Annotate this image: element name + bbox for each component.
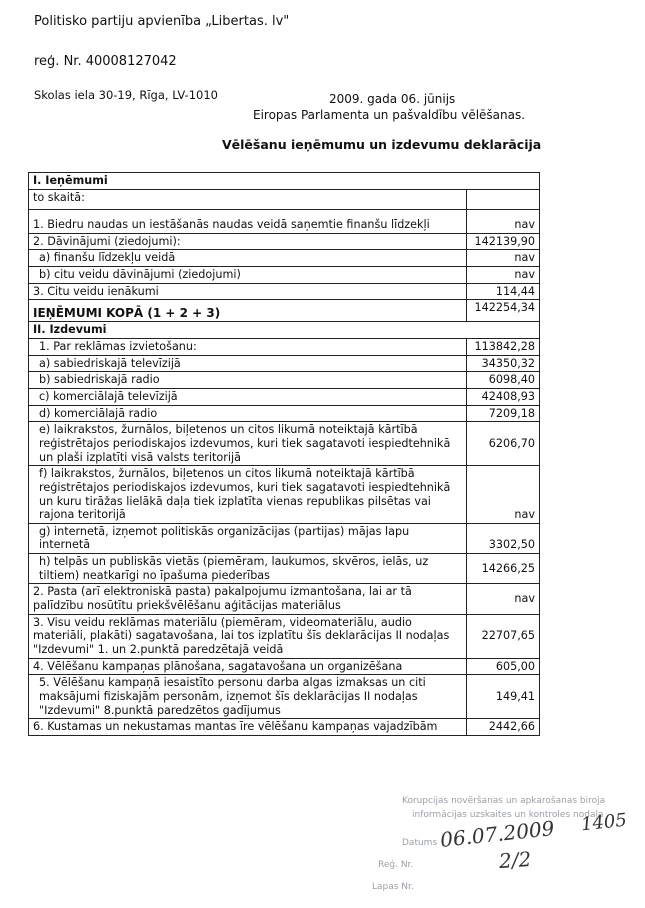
row-value: 113842,28 <box>466 338 539 355</box>
row-label: 3. Citu veidu ienākumi <box>29 283 467 300</box>
row-value: nav <box>466 584 539 614</box>
table-row <box>29 189 540 209</box>
table-row <box>29 338 540 355</box>
row-label: 3. Visu veidu reklāmas materiālu (piemēram, videomateriālu, audio materiāli, plakāti) sagatavošana, lai tos izplatītu šīs deklarācijas II nodaļas "Izdevumi" 1. un 2.punktā paredzētajā veidā <box>29 614 467 658</box>
table-row <box>29 300 540 322</box>
stamp-line-1: Korupcijas novēršanas un apkarošanas biroja <box>402 796 606 806</box>
table-row <box>29 233 540 250</box>
row-value: 14266,25 <box>466 554 539 584</box>
row-label: e) laikrakstos, žurnālos, biļetenos un citos likumā noteiktajā kārtībā reģistrētajos periodiskajos izdevumos, kuri tiek sagatavoti iespiedtehnikā un plaši izplatīti visā valsts teritorijā <box>29 422 467 466</box>
table-row <box>29 266 540 283</box>
stamp-pages-label: Lapas Nr. <box>372 882 414 892</box>
row-value: 149,41 <box>466 675 539 719</box>
row-label: to skaitā: <box>29 189 467 209</box>
row-label: b) sabiedriskajā radio <box>29 372 467 389</box>
row-value: 42408,93 <box>466 388 539 405</box>
table-row <box>29 584 540 614</box>
row-label: a) sabiedriskajā televīzijā <box>29 355 467 372</box>
section-income-heading: I. Ieņēmumi <box>29 173 540 190</box>
table-row <box>29 388 540 405</box>
declaration-table <box>28 172 540 736</box>
table-row <box>29 554 540 584</box>
row-value: 22707,65 <box>466 614 539 658</box>
row-label: 2. Dāvinājumi (ziedojumi): <box>29 233 467 250</box>
row-label: a) finanšu līdzekļu veidā <box>29 250 467 267</box>
row-value: nav <box>466 209 539 233</box>
row-label: 4. Vēlēšanu kampaņas plānošana, sagatavošana un organizēšana <box>29 658 467 675</box>
stamp-time-handwritten: 1405 <box>580 809 628 836</box>
stamp-date-label: Datums <box>402 838 438 848</box>
row-value: 6206,70 <box>466 422 539 466</box>
income-total-label: IEŅĒMUMI KOPĀ (1 + 2 + 3) <box>29 300 467 322</box>
row-label: b) citu veidu dāvinājumi (ziedojumi) <box>29 266 467 283</box>
row-value: 2442,66 <box>466 719 539 736</box>
row-value: nav <box>466 250 539 267</box>
table-row <box>29 523 540 553</box>
row-label: g) internetā, izņemot politiskās organizācijas (partijas) mājas lapu internetā <box>29 523 467 553</box>
table-row <box>29 250 540 267</box>
table-row <box>29 466 540 524</box>
row-label: f) laikrakstos, žurnālos, biļetenos un citos likumā noteiktajā kārtībā reģistrētajos periodiskajos izdevumos, kuri tiek sagatavoti iespiedtehnikā un kuru tirāžas lielākā daļa tiek izplatīta vienas republikas pilsētas vai rajona teritorijā <box>29 466 467 524</box>
row-value: 3302,50 <box>466 523 539 553</box>
row-value: 34350,32 <box>466 355 539 372</box>
table-row <box>29 614 540 658</box>
row-value: 142139,90 <box>466 233 539 250</box>
registration-number: reģ. Nr. 40008127042 <box>34 54 177 69</box>
address: Skolas iela 30-19, Rīga, LV-1010 <box>34 88 218 102</box>
table-row <box>29 173 540 190</box>
row-label: 6. Kustamas un nekustamas mantas īre vēlēšanu kampaņas vajadzībām <box>29 719 467 736</box>
table-row <box>29 719 540 736</box>
row-value: nav <box>466 266 539 283</box>
stamp-reg-label: Reģ. Nr. <box>378 860 414 870</box>
table-row <box>29 372 540 389</box>
table-row <box>29 209 540 233</box>
table-row <box>29 658 540 675</box>
stamp-reg-handwritten: 2/2 <box>498 846 532 874</box>
row-label: 1. Par reklāmas izvietošanu: <box>29 338 467 355</box>
row-value: 6098,40 <box>466 372 539 389</box>
income-total-value: 142254,34 <box>466 300 539 322</box>
document-date: 2009. gada 06. jūnijs <box>329 92 456 106</box>
stamp-date-handwritten: 06.07.2009 <box>439 816 556 852</box>
table-row <box>29 355 540 372</box>
row-label: 2. Pasta (arī elektroniskā pasta) pakalpojumu izmantošana, lai ar tā palīdzību nosūtītu priekšvēlēšanu aģitācijas materiālus <box>29 584 467 614</box>
table-row <box>29 283 540 300</box>
row-value: 114,44 <box>466 283 539 300</box>
row-value: 7209,18 <box>466 405 539 422</box>
organization-name: Politisko partiju apvienība „Libertas. lv" <box>34 14 290 29</box>
table-row <box>29 675 540 719</box>
row-value <box>466 189 539 209</box>
election-name: Eiropas Parlamenta un pašvaldību vēlēšanas. <box>253 108 526 122</box>
document-title: Vēlēšanu ieņēmumu un izdevumu deklarācija <box>222 137 542 152</box>
row-value: nav <box>466 466 539 524</box>
row-label: d) komerciālajā radio <box>29 405 467 422</box>
row-value: 605,00 <box>466 658 539 675</box>
row-label: c) komerciālajā televīzijā <box>29 388 467 405</box>
row-label: 1. Biedru naudas un iestāšanās naudas veidā saņemtie finanšu līdzekļi <box>29 209 467 233</box>
table-row <box>29 405 540 422</box>
section-expenses-heading: II. Izdevumi <box>29 322 540 339</box>
stamp-line-2: informācijas uzskaites un kontroles nodaļa <box>412 810 604 820</box>
table-row <box>29 322 540 339</box>
table-row <box>29 422 540 466</box>
row-label: h) telpās un publiskās vietās (piemēram, laukumos, skvēros, ielās, uz tiltiem) neatkarīgi no īpašuma piederības <box>29 554 467 584</box>
row-label: 5. Vēlēšanu kampaņā iesaistīto personu darba algas izmaksas un citi maksājumi fiziskajām personām, izņemot šīs deklarācijas II nodaļas "Izdevumi" 8.punktā paredzētos gadījumus <box>29 675 467 719</box>
